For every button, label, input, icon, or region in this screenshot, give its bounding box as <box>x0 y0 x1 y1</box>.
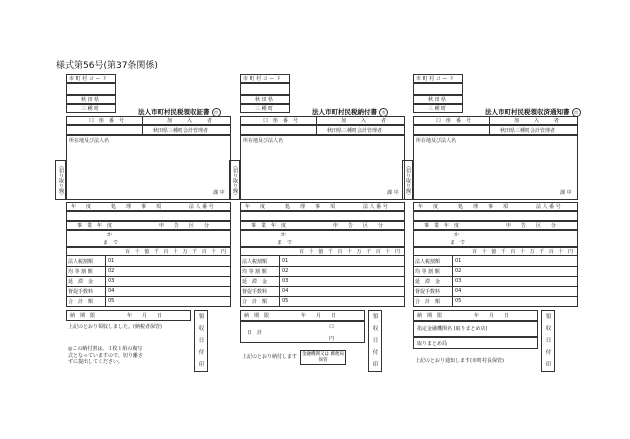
unit-label: 十 <box>308 249 314 255</box>
item-name: 督促手数料 <box>415 289 441 295</box>
address-area <box>413 135 578 200</box>
hdr-year: 年 度 <box>418 204 439 210</box>
payee-row <box>413 125 578 135</box>
account-label: 口 座 番 号 <box>89 118 125 124</box>
period-from: か <box>107 232 113 238</box>
code-digits <box>413 83 463 95</box>
header-row-2 <box>66 221 231 230</box>
amount-frame <box>66 256 231 307</box>
code-box <box>66 74 116 83</box>
period-row <box>66 230 231 247</box>
address-label: 所在地及び法人名 <box>416 138 457 144</box>
form-panel-2 <box>232 74 405 386</box>
unit-label: 百 <box>548 249 554 255</box>
item-code: 03 <box>282 278 289 284</box>
payee-row <box>66 125 231 135</box>
item-name: 均 等 割 額 <box>242 269 267 275</box>
pref-name: 秋 田 県 <box>428 97 447 103</box>
city-seal-icon: 市 <box>572 108 581 117</box>
item-name: 督促手数料 <box>242 289 268 295</box>
class-mark: 課 中 <box>387 190 399 196</box>
stamp-char: 領 <box>198 314 205 320</box>
payee-label: 加 入 者 <box>341 118 387 124</box>
item-code: 05 <box>455 298 462 304</box>
item-name: 法人税割額 <box>415 259 441 265</box>
pref-box <box>66 95 116 104</box>
hdr-process: 処 理 事 項 <box>111 204 162 210</box>
form-panel-1 <box>58 74 231 386</box>
account-row <box>240 116 405 125</box>
header-row-1 <box>66 202 231 211</box>
stamp-char: 領 <box>372 314 379 320</box>
unit-label: 百 <box>125 249 131 255</box>
town-name: 三 種 町 <box>81 106 100 112</box>
unit-label: 億 <box>491 249 497 255</box>
address-area <box>66 135 231 200</box>
city-seal-icon: 市 <box>379 108 388 117</box>
pref-name: 秋 田 県 <box>255 97 274 103</box>
instruction-note: ◎この納付書は、３枚１組の複写式となっていますので、切り離さずに提出してください。 <box>68 346 143 365</box>
town-box <box>66 104 116 113</box>
stamp-char: 印 <box>198 362 205 368</box>
amount-frame <box>413 256 578 307</box>
header-row-1-values <box>413 211 578 221</box>
item-code: 02 <box>282 268 289 274</box>
item-code: 01 <box>108 258 115 264</box>
account-label: 口 座 番 号 <box>263 118 299 124</box>
hdr-process: 処 理 事 項 <box>458 204 509 210</box>
period-from: か <box>454 232 460 238</box>
payee-value: 秋田県三種町会計管理者 <box>153 128 209 134</box>
unit-label: 百 <box>163 249 169 255</box>
stamp-char: 付 <box>372 350 379 356</box>
stamp-char: 日 <box>372 338 379 344</box>
period-to: ま で <box>450 240 466 246</box>
unit-label: 億 <box>144 249 150 255</box>
form-heading: 様式第56号(第37条関係) <box>56 61 158 71</box>
unit-label: 百 <box>299 249 305 255</box>
form-panel-3 <box>405 74 578 386</box>
item-code: 01 <box>455 258 462 264</box>
header-row-1 <box>240 202 405 211</box>
unit-label: 百 <box>510 249 516 255</box>
stamp-char: 領 <box>545 314 552 320</box>
bank-row <box>413 321 538 337</box>
stamp-char: 付 <box>198 350 205 356</box>
unit-label: 万 <box>182 249 188 255</box>
unit-label: 十 <box>347 249 353 255</box>
code-digits <box>66 83 116 95</box>
town-name: 三 種 町 <box>255 106 274 112</box>
payee-value: 秋田県三種町会計管理者 <box>327 128 383 134</box>
unit-label: 円 <box>221 249 227 255</box>
item-name: 合 計 額 <box>68 299 94 305</box>
units-row <box>413 247 578 256</box>
unit-label: 百 <box>201 249 207 255</box>
stamp-char: 印 <box>372 362 379 368</box>
stamp-char: 印 <box>545 362 552 368</box>
units-row <box>240 247 405 256</box>
town-box <box>413 104 463 113</box>
unit-label: 千 <box>500 249 506 255</box>
period-row <box>413 230 578 247</box>
amount-frame <box>240 256 405 307</box>
office-label: 取りまとめ局 <box>417 341 448 347</box>
hdr-declare: 申 告 区 分 <box>333 223 384 229</box>
unit-label: 千 <box>539 249 545 255</box>
due-date-value: 年 月 日 <box>474 313 510 319</box>
item-code: 04 <box>108 288 115 294</box>
code-box <box>240 74 290 83</box>
item-name: 法人税割額 <box>242 259 268 265</box>
item-name: 合 計 額 <box>415 299 441 305</box>
item-code: 03 <box>108 278 115 284</box>
units-row <box>66 247 231 256</box>
item-name: 延 滞 金 <box>415 279 441 285</box>
account-row <box>66 116 231 125</box>
unit-label: 十 <box>211 249 217 255</box>
unit-label: 十 <box>481 249 487 255</box>
daily-total <box>240 321 365 343</box>
hdr-corp-no: 法 人 番 号 <box>363 204 388 210</box>
stamp-char: 日 <box>545 338 552 344</box>
bank-keep-box: 金融機関又は 郵便局保管 <box>300 350 346 365</box>
town-box <box>240 104 290 113</box>
unit-label: 十 <box>520 249 526 255</box>
cut-line-mark: （切り取り線） <box>402 160 413 200</box>
pref-name: 秋 田 県 <box>81 97 100 103</box>
hdr-corp-no: 法 人 番 号 <box>189 204 214 210</box>
cut-line-mark: （切り取り線） <box>55 160 66 200</box>
item-name: 均 等 割 額 <box>415 269 440 275</box>
receipt-text: 上記のとおり納付します <box>242 354 298 360</box>
pref-box <box>240 95 290 104</box>
cut-line-mark: （切り取り線） <box>229 160 240 200</box>
code-label: 市 町 村 コ ー ド <box>416 76 454 82</box>
item-code: 05 <box>282 298 289 304</box>
payee-label: 加 入 者 <box>514 118 560 124</box>
stamp-char: 収 <box>198 326 205 332</box>
item-code: 02 <box>455 268 462 274</box>
due-date-row <box>66 310 191 321</box>
item-name: 延 滞 金 <box>68 279 94 285</box>
stamp-char: 付 <box>545 350 552 356</box>
item-name: 均 等 割 額 <box>68 269 93 275</box>
item-name: 延 滞 金 <box>242 279 268 285</box>
address-label: 所在地及び法人名 <box>243 138 284 144</box>
receipt-text: 上記のとおり通知します(市町村長保管) <box>415 358 504 364</box>
item-name: 督促手数料 <box>68 289 94 295</box>
item-name: 法人税割額 <box>68 259 94 265</box>
receipt-stamp-area <box>194 310 208 372</box>
account-label: 口 座 番 号 <box>436 118 472 124</box>
period-to: ま で <box>103 240 119 246</box>
period-from: か <box>281 232 287 238</box>
header-row-2 <box>413 221 578 230</box>
hdr-process: 処 理 事 項 <box>285 204 336 210</box>
town-name: 三 種 町 <box>428 106 447 112</box>
item-code: 02 <box>108 268 115 274</box>
pref-box <box>413 95 463 104</box>
due-date-label: 納 期 限 <box>244 313 270 319</box>
item-code: 01 <box>282 258 289 264</box>
unit-label: 百 <box>337 249 343 255</box>
form-title: 法人市町村民税領収証書 市 <box>138 107 221 117</box>
item-code: 04 <box>455 288 462 294</box>
unit-label: 万 <box>356 249 362 255</box>
unit-label: 万 <box>529 249 535 255</box>
header-row-1-values <box>66 211 231 221</box>
hdr-fiscal: 事 業 年 度 <box>77 223 113 229</box>
form-title: 法人市町村民税納付書 市 <box>312 107 388 117</box>
hdr-year: 年 度 <box>71 204 92 210</box>
due-date-label: 納 期 限 <box>417 313 443 319</box>
hdr-fiscal: 事 業 年 度 <box>424 223 460 229</box>
due-date-row <box>413 310 538 321</box>
hdr-declare: 申 告 区 分 <box>159 223 210 229</box>
stamp-char: 収 <box>545 326 552 332</box>
yen-unit: 円 <box>329 336 335 342</box>
unit-label: 百 <box>375 249 381 255</box>
account-row <box>413 116 578 125</box>
due-date-value: 年 月 日 <box>127 313 163 319</box>
city-seal-icon: 市 <box>212 108 221 117</box>
payee-label: 加 入 者 <box>167 118 213 124</box>
period-to: ま で <box>277 240 293 246</box>
unit-label: 十 <box>558 249 564 255</box>
code-box <box>413 74 463 83</box>
unit-label: 十 <box>385 249 391 255</box>
payee-row <box>240 125 405 135</box>
item-code: 05 <box>108 298 115 304</box>
receipt-stamp-area <box>368 310 382 372</box>
header-row-1 <box>413 202 578 211</box>
header-row-1-values <box>240 211 405 221</box>
code-label: 市 町 村 コ ー ド <box>243 76 281 82</box>
form-title: 法人市町村民税領収済通知書 市 <box>485 107 581 117</box>
item-code: 03 <box>455 278 462 284</box>
unit-label: 千 <box>153 249 159 255</box>
unit-label: 億 <box>318 249 324 255</box>
hdr-year: 年 度 <box>245 204 266 210</box>
hdr-declare: 申 告 区 分 <box>506 223 557 229</box>
code-digits <box>240 83 290 95</box>
address-area <box>240 135 405 200</box>
class-mark: 課 中 <box>560 190 572 196</box>
code-label: 市 町 村 コ ー ド <box>69 76 107 82</box>
receipt-text: 上記のとおり領収しました。(納税者保管) <box>68 324 162 330</box>
header-row-2 <box>240 221 405 230</box>
receipt-stamp-area <box>541 310 555 372</box>
class-mark: 課 中 <box>213 190 225 196</box>
period-row <box>240 230 405 247</box>
stamp-char: 日 <box>198 338 205 344</box>
unit-label: 千 <box>327 249 333 255</box>
due-date-value: 年 月 日 <box>301 313 337 319</box>
payee-value: 秋田県三種町会計管理者 <box>500 128 556 134</box>
hdr-corp-no: 法 人 番 号 <box>536 204 561 210</box>
due-date-label: 納 期 限 <box>70 313 96 319</box>
stamp-char: 収 <box>372 326 379 332</box>
address-label: 所在地及び法人名 <box>69 138 110 144</box>
count-unit: 口 <box>329 324 335 330</box>
unit-label: 十 <box>134 249 140 255</box>
hdr-fiscal: 事 業 年 度 <box>251 223 287 229</box>
daily-label: 日 計 <box>247 330 263 336</box>
bank-label: 指定金融機関名 (取りまとめ店) <box>417 326 488 332</box>
item-code: 04 <box>282 288 289 294</box>
office-row <box>413 337 538 349</box>
due-date-row <box>240 310 365 321</box>
unit-label: 百 <box>472 249 478 255</box>
unit-label: 千 <box>366 249 372 255</box>
item-name: 合 計 額 <box>242 299 268 305</box>
unit-label: 千 <box>192 249 198 255</box>
unit-label: 十 <box>173 249 179 255</box>
unit-label: 円 <box>568 249 574 255</box>
unit-label: 円 <box>395 249 401 255</box>
